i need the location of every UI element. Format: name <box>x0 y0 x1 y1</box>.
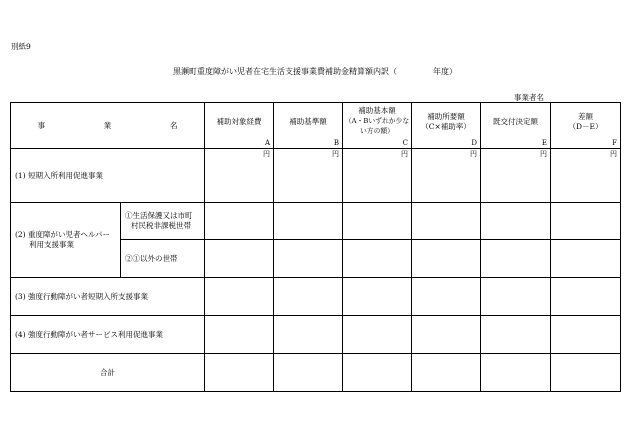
cell-3c <box>343 240 412 278</box>
cell-3b <box>274 240 343 278</box>
operator-name-label: 事業者名 <box>514 93 544 102</box>
cell-5d <box>412 316 481 354</box>
header-col-d: 補助所要額 （C×補助率） D <box>412 103 481 149</box>
cell-6e <box>481 354 551 392</box>
cell-4b <box>274 278 343 316</box>
cell-4c <box>343 278 412 316</box>
document-title <box>0 66 630 77</box>
cell-4f <box>551 278 621 316</box>
title-main: 黒瀬町重度障がい児者在宅生活支援事業費補助金精算額内訳（ <box>173 67 397 76</box>
header-col-e: 既交付決定額 E <box>481 103 551 149</box>
cell-5c <box>343 316 412 354</box>
cell-1a: 円 <box>205 149 274 203</box>
cell-5a <box>205 316 274 354</box>
header-col-f: 差額 （D－E） F <box>551 103 621 149</box>
header-name-char-3: 名 <box>170 120 178 130</box>
cell-1e: 円 <box>481 149 551 203</box>
cell-2e <box>481 203 551 240</box>
cell-3a <box>205 240 274 278</box>
settlement-table <box>10 102 621 392</box>
cell-5f <box>551 316 621 354</box>
cell-6d <box>412 354 481 392</box>
row-helper-sub1 <box>11 203 621 240</box>
cell-1b: 円 <box>274 149 343 203</box>
form-number: 別紙9 <box>11 42 31 51</box>
row-label-behavior-short-stay: (3) 強度行動障がい者短期入所支援事業 <box>11 278 205 316</box>
header-name-char-1: 事 <box>37 120 45 130</box>
cell-1f: 円 <box>551 149 621 203</box>
row-short-stay <box>11 149 621 203</box>
header-col-a: 補助対象経費 A <box>205 103 274 149</box>
cell-4d <box>412 278 481 316</box>
cell-2f <box>551 203 621 240</box>
cell-1d: 円 <box>412 149 481 203</box>
cell-6b <box>274 354 343 392</box>
cell-3d <box>412 240 481 278</box>
row-total <box>11 354 621 392</box>
header-col-b: 補助基準額 B <box>274 103 343 149</box>
header-name-char-2: 業 <box>103 120 112 130</box>
cell-3f <box>551 240 621 278</box>
row-label-helper: (2) 重度障がい児者ヘルパー 利用支援事業 <box>11 203 121 278</box>
title-fiscal-year: 年度） <box>433 67 457 76</box>
header-row <box>11 103 621 149</box>
row-label-behavior-service: (4) 強度行動障がい者サービス利用促進事業 <box>11 316 205 354</box>
cell-5b <box>274 316 343 354</box>
cell-4e <box>481 278 551 316</box>
cell-2a <box>205 203 274 240</box>
cell-2b <box>274 203 343 240</box>
cell-6f <box>551 354 621 392</box>
cell-4a <box>205 278 274 316</box>
row-label-helper-sub1: ①生活保護又は市町 村民税非課税世帯 <box>121 203 205 240</box>
row-label-total: 合計 <box>11 354 205 392</box>
row-behavior-short-stay <box>11 278 621 316</box>
cell-6c <box>343 354 412 392</box>
row-behavior-service <box>11 316 621 354</box>
cell-2c <box>343 203 412 240</box>
cell-1c: 円 <box>343 149 412 203</box>
cell-5e <box>481 316 551 354</box>
cell-3e <box>481 240 551 278</box>
row-label-helper-sub2: ②①以外の世帯 <box>121 240 205 278</box>
row-label-short-stay: (1) 短期入所利用促進事業 <box>11 149 205 203</box>
header-col-c: 補助基本額 （A・Bいずれか少な い方の額） C <box>343 103 412 149</box>
cell-6a <box>205 354 274 392</box>
header-project-name <box>11 103 205 149</box>
cell-2d <box>412 203 481 240</box>
